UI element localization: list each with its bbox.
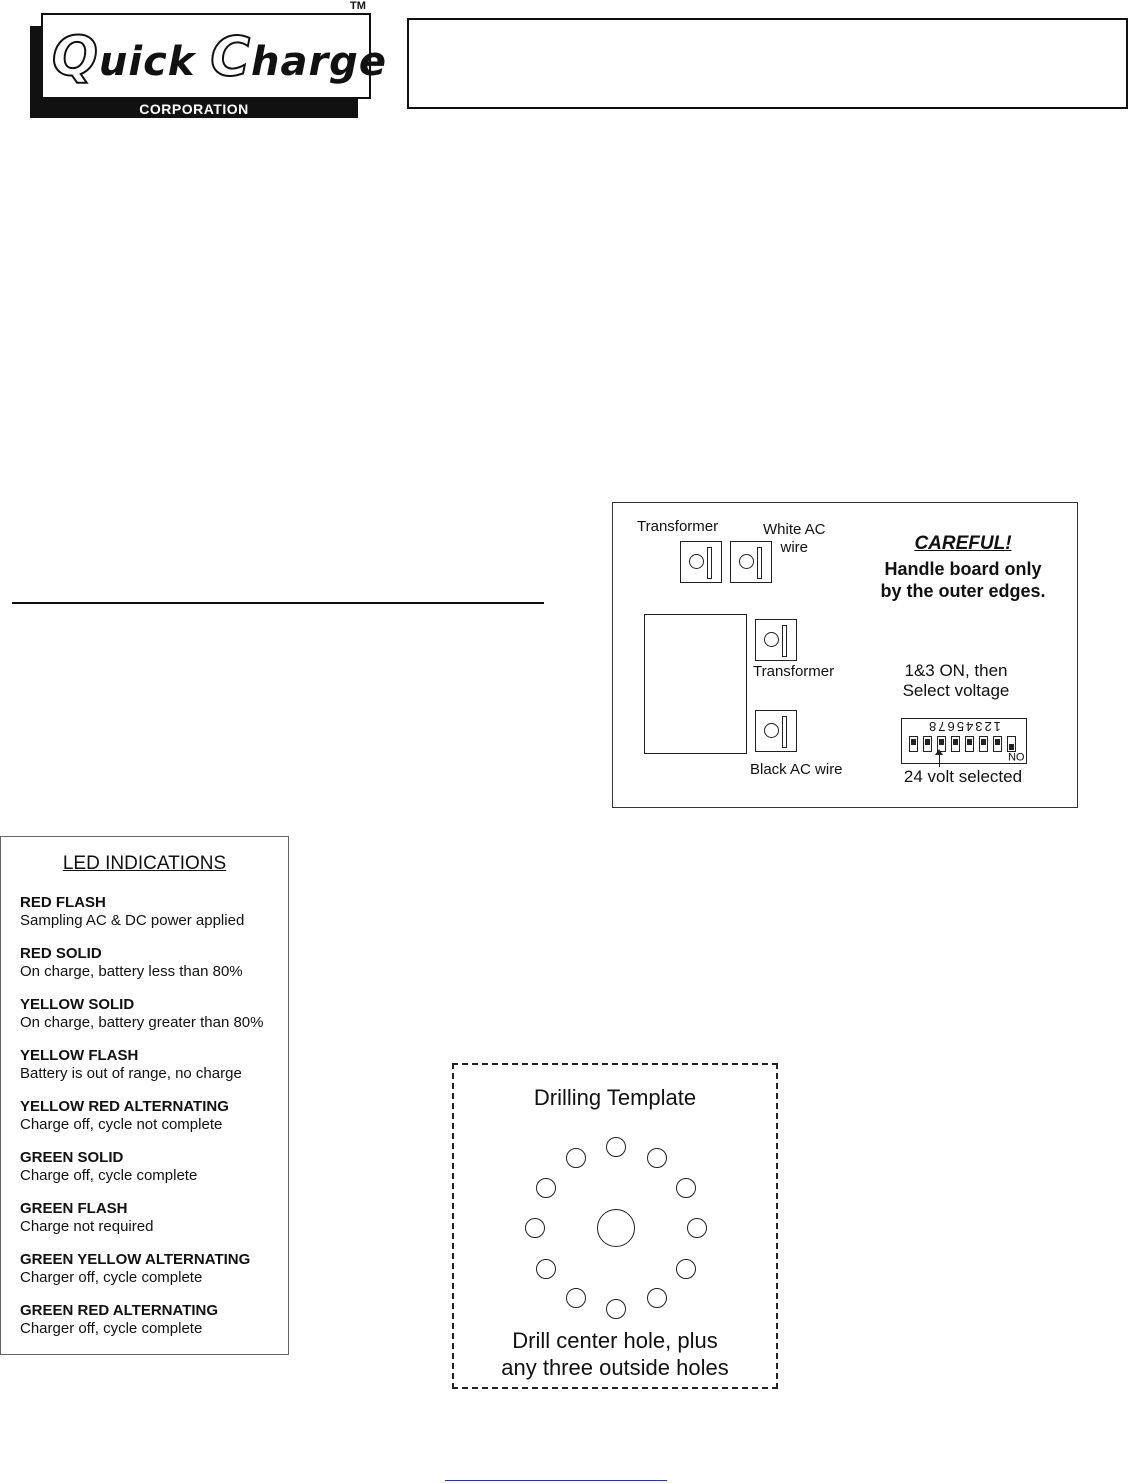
white-ac-terminal	[730, 541, 772, 583]
section-divider	[12, 602, 544, 604]
drilling-template	[452, 1063, 778, 1389]
logo-word-uick: uick	[98, 39, 211, 85]
logo-letter-q: Q	[52, 25, 99, 88]
logo-wordmark	[52, 25, 387, 88]
led-item	[20, 1098, 229, 1134]
led-item	[20, 1302, 218, 1338]
transformer-label-mid: Transformer	[753, 663, 835, 680]
black-ac-terminal	[755, 710, 797, 752]
led-item	[20, 1251, 250, 1287]
outer-hole	[525, 1218, 545, 1238]
transformer-terminal-top	[680, 541, 722, 583]
led-item-desc: Charge not required	[20, 1218, 154, 1235]
led-item-desc: Battery is out of range, no charge	[20, 1065, 242, 1082]
outer-hole	[676, 1178, 696, 1198]
dip-switch-numbers: 12345678	[927, 719, 1001, 734]
led-item-name: YELLOW SOLID	[20, 996, 135, 1013]
select-line2: Select voltage	[902, 681, 1010, 700]
black-ac-wire-label: Black AC wire	[750, 761, 843, 778]
dip-switch-8	[909, 736, 918, 752]
led-indications-panel	[0, 836, 289, 1355]
dip-switch-5	[951, 736, 960, 752]
outer-hole	[566, 1288, 586, 1308]
dip-switch	[901, 718, 1027, 764]
led-item-desc: On charge, battery greater than 80%	[20, 1014, 264, 1031]
led-item-name: YELLOW FLASH	[20, 1047, 139, 1064]
outer-hole	[566, 1148, 586, 1168]
led-item	[20, 894, 244, 930]
drilling-template-caption	[454, 1327, 776, 1381]
select-line1: 1&3 ON, then	[904, 661, 1008, 680]
transformer-label-top: Transformer	[637, 518, 719, 535]
header-title-box	[407, 18, 1128, 109]
led-item-name: YELLOW RED ALTERNATING	[20, 1098, 229, 1115]
outer-hole	[536, 1259, 556, 1279]
drill-caption-line2: any three outside holes	[501, 1355, 729, 1380]
handle-line2: by the outer edges.	[880, 581, 1046, 601]
handle-instruction	[863, 558, 1063, 602]
outer-hole	[647, 1148, 667, 1168]
led-item-desc: Charge off, cycle complete	[20, 1167, 198, 1184]
led-item	[20, 1047, 242, 1083]
voltage-select-instruction	[863, 661, 1049, 701]
outer-hole	[536, 1178, 556, 1198]
led-item-desc: Charge off, cycle not complete	[20, 1116, 223, 1133]
arrow-icon	[939, 753, 940, 767]
outer-hole	[687, 1218, 707, 1238]
outer-hole	[606, 1299, 626, 1319]
dip-switch-4	[965, 736, 974, 752]
led-item-desc: Sampling AC & DC power applied	[20, 912, 245, 929]
led-item	[20, 996, 263, 1032]
led-item	[20, 1200, 153, 1236]
led-item	[20, 945, 243, 981]
careful-warning: CAREFUL!	[914, 533, 1012, 554]
led-item-desc: Charger off, cycle complete	[20, 1269, 203, 1286]
transformer-terminal-mid	[755, 619, 797, 661]
link-underline	[445, 1480, 667, 1481]
led-item	[20, 1149, 197, 1185]
logo-letter-c: C	[210, 25, 251, 88]
drill-caption-line1: Drill center hole, plus	[512, 1328, 718, 1353]
circuit-component-block	[644, 614, 747, 754]
logo-word-harge: harge	[250, 39, 387, 85]
dip-switch-2	[993, 736, 1002, 752]
outer-hole	[606, 1137, 626, 1157]
led-item-name: GREEN YELLOW ALTERNATING	[20, 1251, 251, 1268]
logo-corporation: CORPORATION	[139, 101, 249, 117]
white-ac-wire-line2: wire	[780, 539, 809, 556]
led-item-name: GREEN RED ALTERNATING	[20, 1302, 219, 1319]
outer-hole	[676, 1259, 696, 1279]
drilling-template-title: Drilling Template	[533, 1085, 697, 1110]
white-ac-wire-line1: White AC	[763, 521, 826, 538]
dip-on-label: ON	[1007, 750, 1024, 762]
led-item-name: RED SOLID	[20, 945, 102, 962]
white-ac-wire-label	[763, 521, 826, 557]
outer-hole	[647, 1288, 667, 1308]
led-item-name: GREEN FLASH	[20, 1200, 128, 1217]
dip-switch-7	[923, 736, 932, 752]
led-item-name: GREEN SOLID	[20, 1149, 124, 1166]
led-indications-title: LED INDICATIONS	[62, 853, 227, 874]
voltage-selected-label: 24 volt selected	[903, 767, 1023, 786]
center-hole	[597, 1209, 635, 1247]
led-item-desc: Charger off, cycle complete	[20, 1320, 203, 1337]
circuit-board-diagram	[612, 502, 1078, 808]
led-item-desc: On charge, battery less than 80%	[20, 963, 243, 980]
led-item-name: RED FLASH	[20, 894, 106, 911]
handle-line1: Handle board only	[884, 559, 1042, 579]
dip-switch-3	[979, 736, 988, 752]
trademark-mark: TM	[350, 0, 366, 12]
